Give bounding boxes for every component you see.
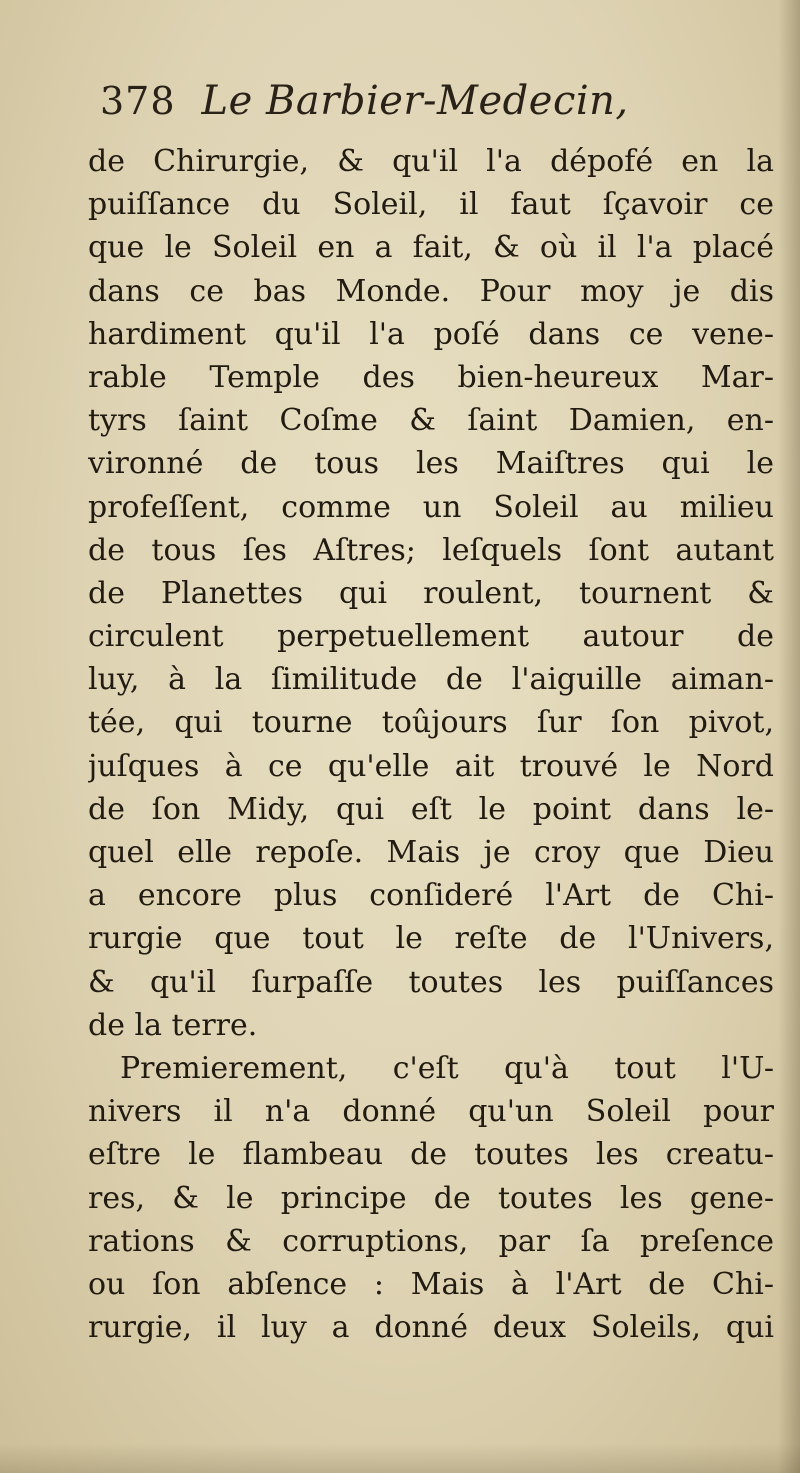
text-line: juſques à ce qu'elle ait trouvé le Nord <box>88 748 774 784</box>
text-line: quel elle repoſe. Mais je croy que Dieu <box>88 835 774 870</box>
text-line: de Chirurgie, & qu'il l'a dépofé en la <box>88 144 774 179</box>
page-header <box>100 78 760 138</box>
text-line: circulent perpetuellement autour de <box>88 619 774 655</box>
text-line: rations & corruptions, par ſa preſence <box>88 1223 774 1259</box>
text-line: rable Temple des bien-heureux Mar- <box>88 359 774 395</box>
text-line: tyrs ſaint Coſme & ſaint Damien, en- <box>88 403 774 439</box>
text-line: tée, qui tourne toûjours ſur ſon pivot, <box>88 705 774 741</box>
text-line: hardiment qu'il l'a poſé dans ce vene- <box>88 316 774 352</box>
text-line: de tous ſes Aſtres; leſquels ſont autant <box>88 532 774 568</box>
text-line: que le Soleil en a fait, & où il l'a placé <box>88 230 774 266</box>
paragraph-end-line: de la terre. <box>88 1007 258 1043</box>
text-line: ou ſon abſence : Mais à l'Art de Chi- <box>88 1266 774 1302</box>
text-line: puiſſance du Soleil, il faut ſçavoir ce <box>88 187 774 223</box>
text-line: nivers il n'a donné qu'un Soleil pour <box>88 1094 774 1130</box>
text-line: a encore plus conſideré l'Art de Chi- <box>88 878 774 914</box>
running-title: Le Barbier-Medecin, <box>201 78 629 124</box>
body-text <box>88 140 774 1349</box>
paragraph-start-line: Premierement, c'eſt qu'à tout l'U- <box>120 1050 774 1086</box>
text-line: vironné de tous les Maiſtres qui le <box>88 446 774 482</box>
text-line: profeſſent, comme un Soleil au milieu <box>88 489 774 525</box>
text-line: rurgie que tout le reſte de l'Univers, <box>88 921 774 957</box>
text-line: dans ce bas Monde. Pour moy je dis <box>88 273 774 309</box>
text-line: res, & le principe de toutes les gene- <box>88 1180 774 1216</box>
text-line: & qu'il ſurpaſſe toutes les puiſſances <box>88 964 774 1000</box>
text-line: rurgie, il luy a donné deux Soleils, qui <box>88 1310 774 1346</box>
text-line: luy, à la ſimilitude de l'aiguille aiman- <box>88 662 774 698</box>
text-line: de Planettes qui roulent, tournent & <box>88 575 774 611</box>
page-number: 378 <box>100 79 176 123</box>
text-line: eſtre le flambeau de toutes les creatu- <box>88 1137 774 1173</box>
text-line: de ſon Midy, qui eſt le point dans le- <box>88 791 774 827</box>
